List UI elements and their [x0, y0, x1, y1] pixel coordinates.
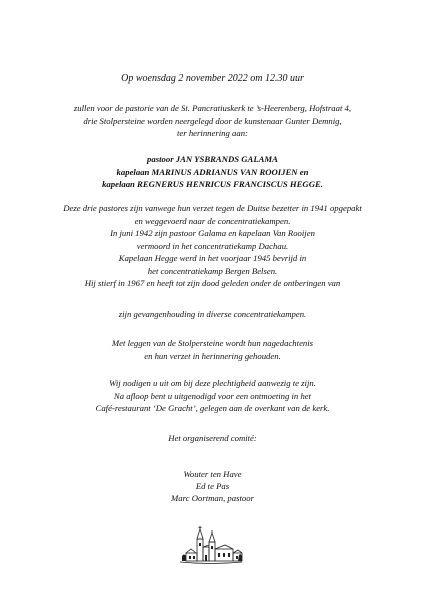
invitation-line: Na afloop bent u uitgenodigd voor een ontmoeting in het [113, 390, 312, 401]
date-heading [20, 72, 405, 85]
story-line: en weggevoerd naar de concentratiekampen. [134, 215, 291, 226]
story-end [20, 308, 405, 321]
committee-heading-line: Het organiserend comité: [168, 433, 257, 443]
story-line: Deze drie pastores zijn vanwege hun verzet tegen de Duitse bezetter in 1941 opgepakt [63, 203, 362, 213]
story-paragraph [20, 202, 405, 290]
intro-paragraph [20, 102, 405, 140]
committee-member: Wouter ten Have [183, 469, 242, 479]
name-hegge: kapelaan REGNERUS HENRICUS FRANCISCUS HEGGE. [102, 179, 323, 189]
intro-line: drie Stolpersteine worden neergelegd door de kunstenaar Gunter Demnig, [83, 115, 342, 126]
invitation-line: Wij nodigen u uit om bij deze plechtigheid aanwezig te zijn. [109, 378, 316, 388]
intro-line: zullen voor de pastorie van de St. Pancratiuskerk te ’s-Heerenberg, Hofstraat 4, [73, 103, 352, 113]
name-van-rooijen: kapelaan MARINUS ADRIANUS VAN ROOIJEN en [116, 166, 309, 177]
story-line: vermoord in het concentratiekamp Dachau. [136, 240, 289, 251]
committee-signatures [20, 468, 405, 504]
date-line: Op woensdag 2 november 2022 om 12.30 uur [121, 73, 304, 84]
memory-paragraph [20, 337, 405, 362]
invitation-line: Café-restaurant ‘De Gracht’, gelegen aan de overkant van de kerk. [95, 403, 330, 413]
story-end-line: zijn gevangenhouding in diverse concentratiekampen. [118, 309, 307, 319]
committee-member: Ed te Pas [195, 481, 230, 491]
memory-line: Met leggen van de Stolpersteine wordt hun nagedachtenis [111, 338, 314, 348]
story-line: Kapelaan Hegge werd in het voorjaar 1945 bevrijd in [118, 253, 307, 263]
church-sketch-icon [178, 525, 244, 569]
story-line: Hij stierf in 1967 en heeft tot zijn dood geleden onder de ontberingen van [84, 278, 341, 288]
story-line: het concentratiekamp Bergen Belsen. [147, 265, 278, 276]
memory-line: en hun verzet in herinnering gehouden. [144, 350, 281, 361]
name-galama: pastoor JAN YSBRANDS GALAMA [147, 154, 278, 164]
committee-heading [20, 432, 405, 445]
story-line: In juni 1942 zijn pastoor Galama en kapelaan Van Rooijen [110, 228, 315, 238]
honoured-names [20, 153, 405, 191]
invitation-paragraph [20, 377, 405, 415]
intro-line: ter herinnering aan: [177, 128, 248, 138]
committee-member: Marc Oortman, pastoor [171, 493, 254, 503]
